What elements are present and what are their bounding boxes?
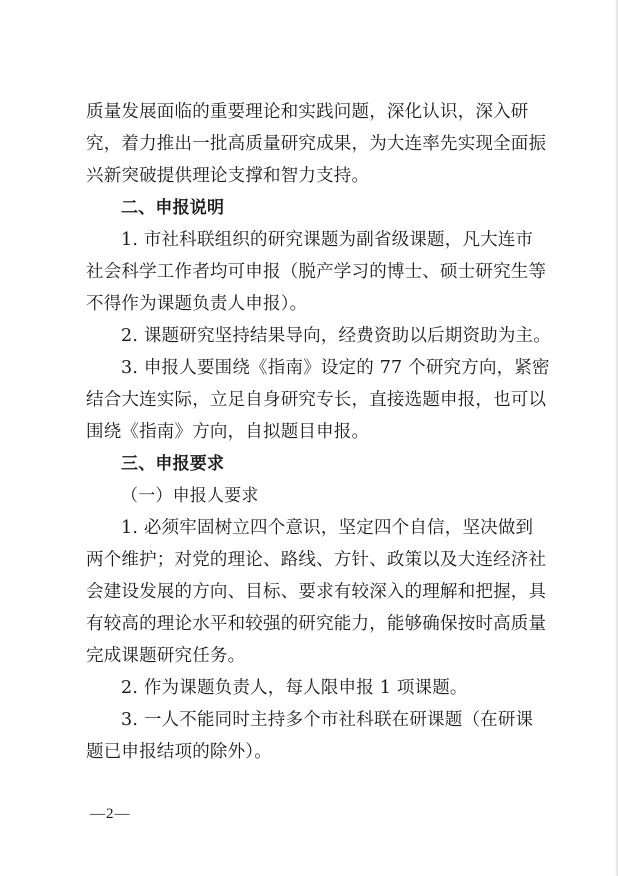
- text-line: 会建设发展的方向、目标、要求有较深入的理解和把握，具: [86, 582, 547, 602]
- section-heading-2: 二、申报说明: [121, 198, 225, 218]
- text-line: 1. 必须牢固树立四个意识，坚定四个自信，坚决做到: [121, 518, 534, 538]
- subsection-heading: （一）申报人要求: [121, 486, 259, 506]
- text-line: 社会科学工作者均可申报（脱产学习的博士、硕士研究生等: [86, 262, 547, 282]
- text-line: 题已申报结项的除外）。: [86, 742, 272, 762]
- text-line: 结合大连实际，立足自身研究专长，直接选题申报，也可以: [86, 390, 547, 410]
- text-line: 3. 一人不能同时主持多个市社科联在研课题（在研课: [121, 710, 534, 730]
- text-line: 有较高的理论水平和较强的研究能力，能够确保按时高质量: [86, 614, 547, 634]
- text-line: 不得作为课题负责人申报）。: [86, 294, 308, 314]
- text-line: 质量发展面临的重要理论和实践问题，深化认识，深入研: [86, 102, 529, 122]
- page-number: —2—: [90, 806, 131, 822]
- text-line: 两个维护；对党的理论、路线、方针、政策以及大连经济社: [86, 550, 547, 570]
- text-line: 3. 申报人要围绕《指南》设定的 77 个研究方向，紧密: [121, 358, 550, 378]
- section-heading-3: 三、申报要求: [121, 454, 225, 474]
- text-line: 兴新突破提供理论支撑和智力支持。: [86, 166, 370, 186]
- text-line: 2. 作为课题负责人，每人限申报 1 项课题。: [121, 678, 468, 698]
- body-text: [86, 96, 554, 768]
- text-line: 1. 市社科联组织的研究课题为副省级课题，凡大连市: [121, 230, 534, 250]
- text-line: 围绕《指南》方向，自拟题目申报。: [86, 422, 370, 442]
- text-line: 究，着力推出一批高质量研究成果，为大连率先实现全面振: [86, 134, 547, 154]
- text-line: 完成课题研究任务。: [86, 646, 246, 666]
- text-line: 2. 课题研究坚持结果导向，经费资助以后期资助为主。: [121, 326, 551, 346]
